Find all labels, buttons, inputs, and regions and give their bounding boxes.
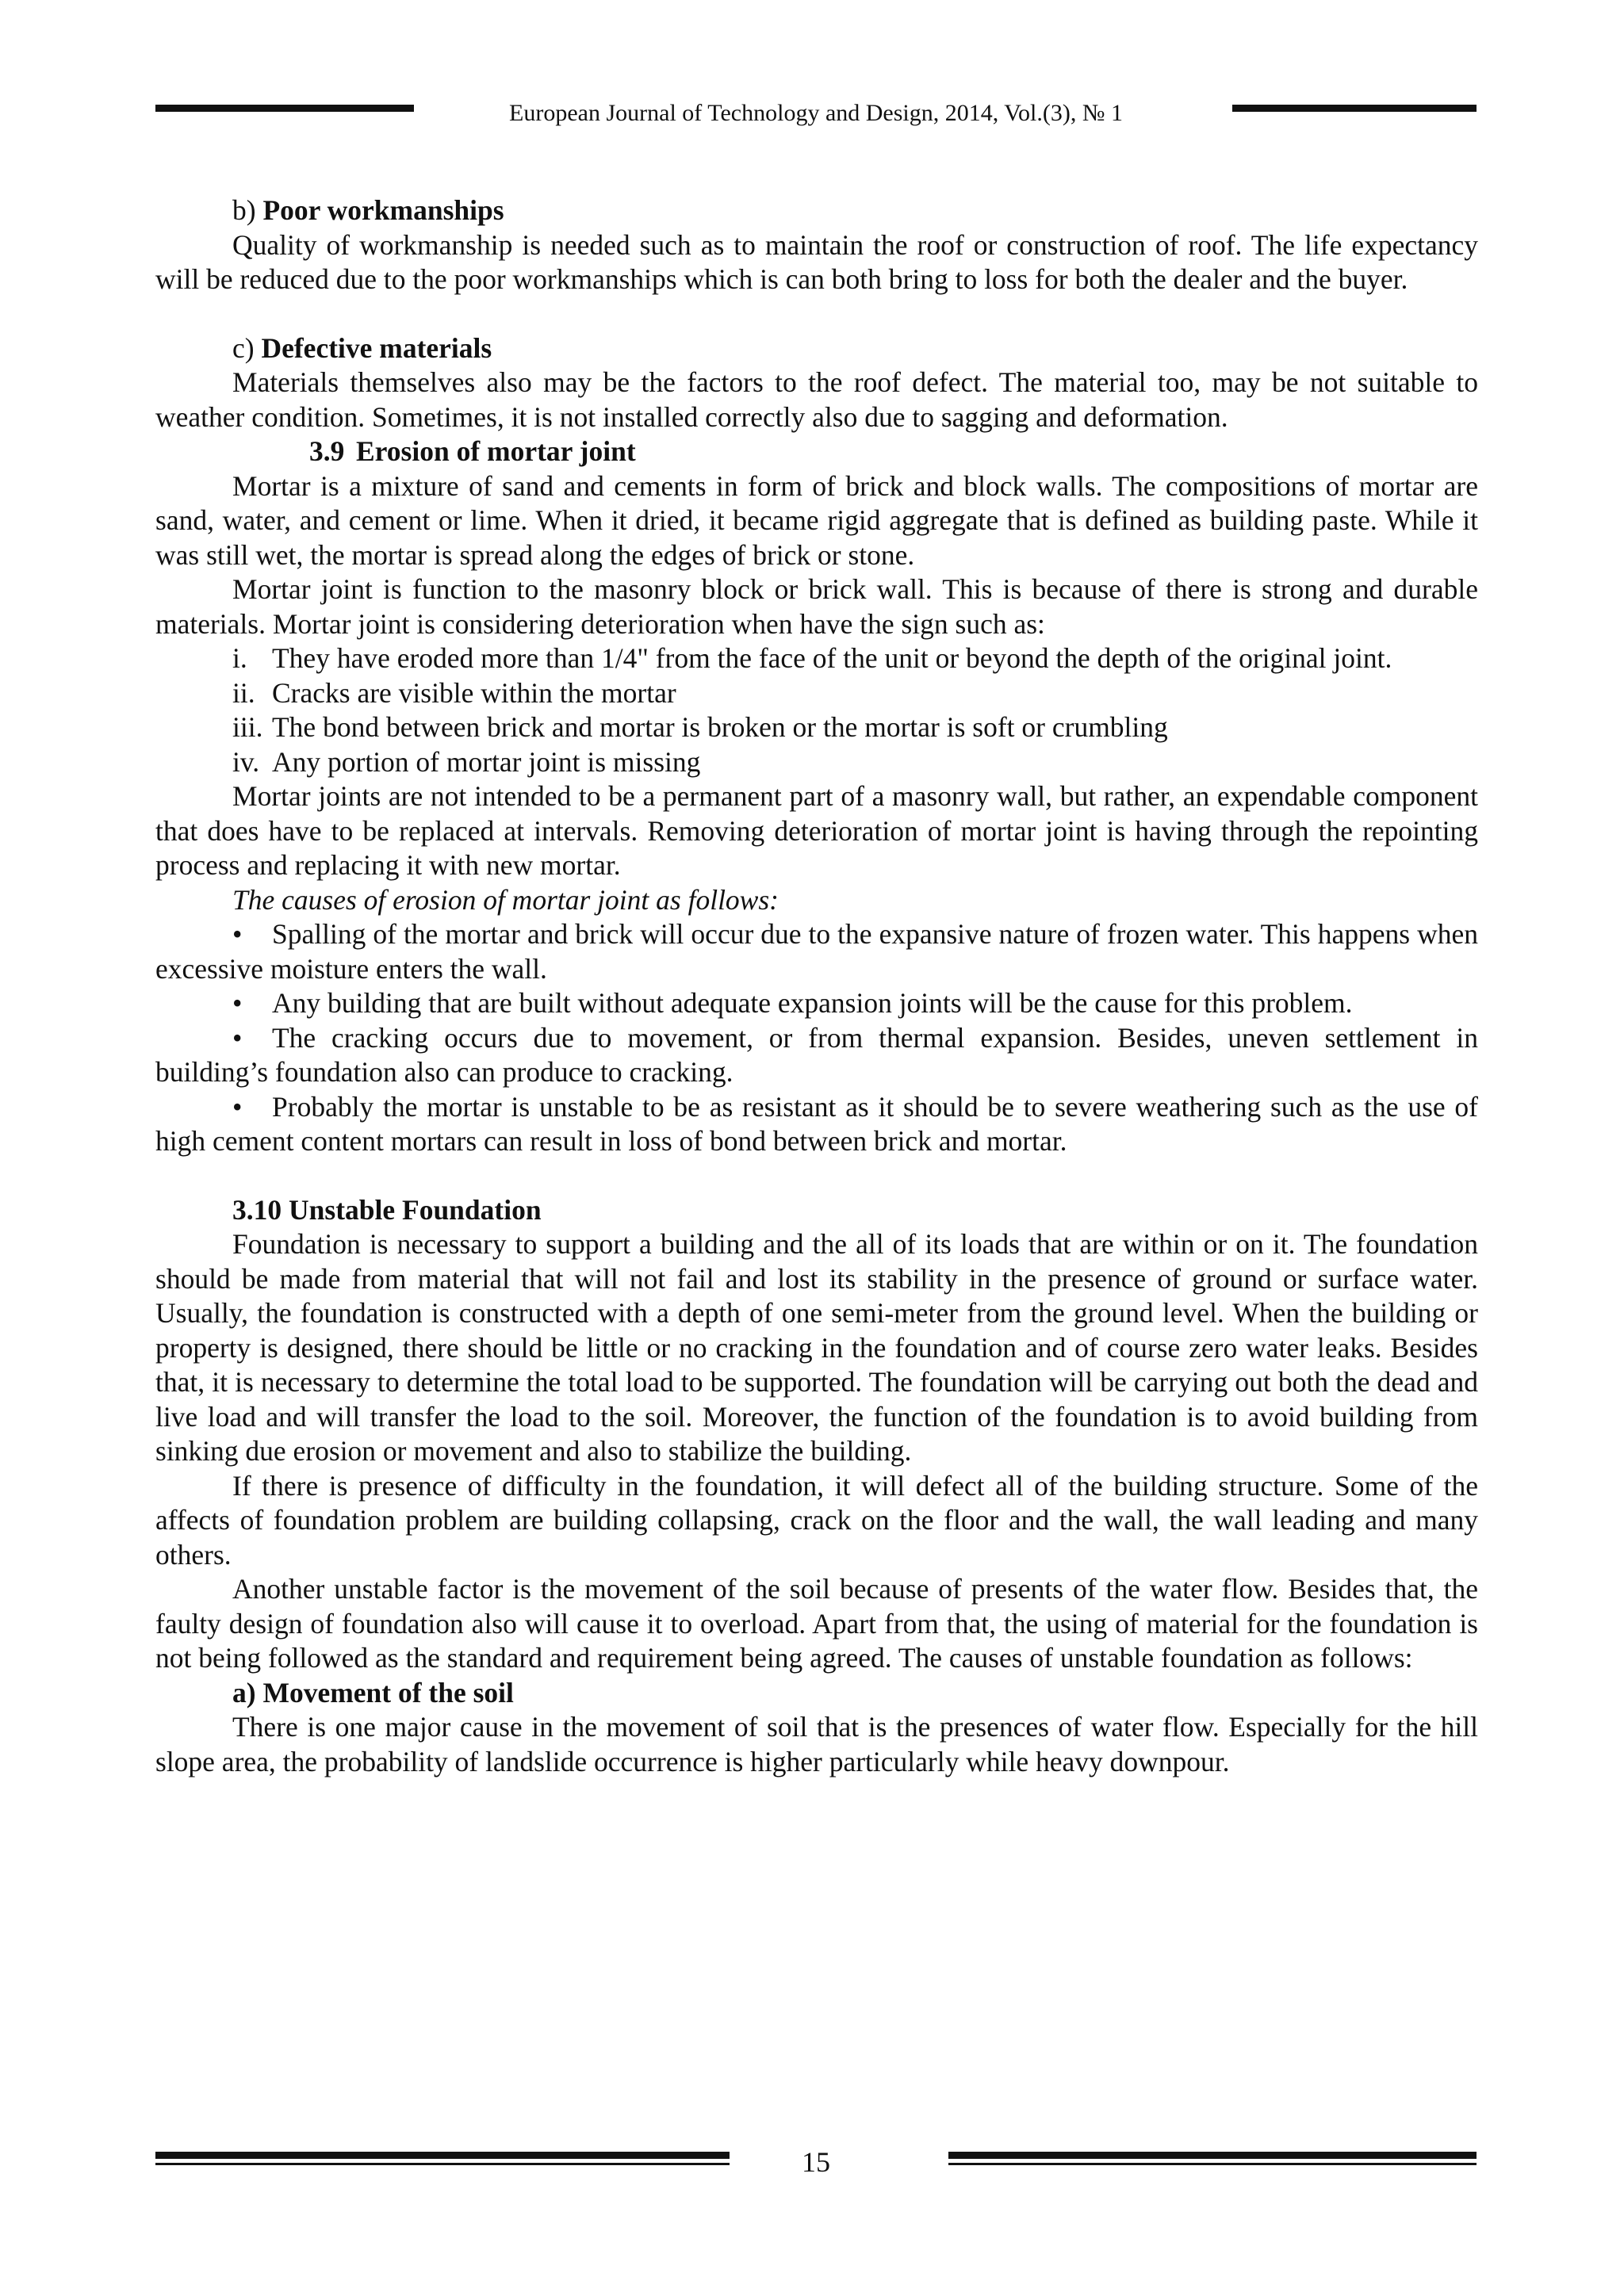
- bullet-item: • Spalling of the mortar and brick will occur due to the expansive nature of frozen water. This happens when excessive moisture enters the wall.: [155, 918, 1478, 985]
- paragraph: There is one major cause in the movement of soil that is the presences of water flow. Especially for the hill slope area, the probability of landslide occurrence is higher particularly while heavy downpour.: [155, 1711, 1478, 1777]
- paragraph: Quality of workmanship is needed such as to maintain the roof or construction of roof. The life expectancy will be reduced due to the poor workmanships which is can both bring to loss for both the dealer and the buyer.: [155, 228, 1478, 295]
- page-number: 15: [802, 2146, 830, 2178]
- page-footer: [155, 2145, 1477, 2177]
- bullet-item: • Any building that are built without adequate expansion joints will be the cause for this problem.: [155, 986, 1478, 1021]
- header-rule-right: [1232, 105, 1477, 112]
- bullet-item: • Probably the mortar is unstable to be as resistant as it should be to severe weathering such as the use of high cement content mortars can result in loss of bond between brick and mortar.: [155, 1090, 1478, 1157]
- journal-title: European Journal of Technology and Design, 2014, Vol.(3), № 1: [509, 100, 1123, 126]
- causes-intro: The causes of erosion of mortar joint as follows:: [232, 883, 779, 916]
- subsection-heading-c: c) Defective materials: [232, 331, 492, 364]
- paragraph: Materials themselves also may be the factors to the roof defect. The material too, may be not suitable to weather condition. Sometimes, it is not installed correctly also due to sagging and deformation.: [155, 366, 1478, 433]
- bullet-icon: •: [232, 987, 243, 1019]
- page-body: [155, 193, 1478, 1779]
- list-item: iii. The bond between brick and mortar is broken or the mortar is soft or crumbling: [232, 711, 1168, 743]
- section-heading-3-10: 3.10 Unstable Foundation: [232, 1193, 542, 1226]
- paragraph: Another unstable factor is the movement of the soil because of presents of the water flow. Besides that, the faulty design of foundation also will cause it to overload. Apart from that, the using of material for the foundation is not being followed as the standard and requirement being agreed. The causes of unstable foundation as follows:: [155, 1573, 1478, 1674]
- bullet-item: • The cracking occurs due to movement, or from thermal expansion. Besides, uneven settlement in building’s foundation also can produce to cracking.: [155, 1021, 1478, 1088]
- bullet-icon: •: [232, 918, 243, 950]
- footer-rule-right: [948, 2152, 1477, 2165]
- list-item: iv. Any portion of mortar joint is missing: [232, 745, 701, 778]
- bullet-icon: •: [232, 1021, 243, 1054]
- subsection-heading-a: a) Movement of the soil: [232, 1676, 514, 1709]
- section-heading-3-9: 3.9 Erosion of mortar joint: [309, 435, 636, 467]
- paragraph: Foundation is necessary to support a building and the all of its loads that are within or on it. The foundation should be made from material that will not fail and lost its stability in the presence of ground or surface water. Usually, the foundation is constructed with a depth of one semi-meter from the ground level. When the building or property is designed, there should be little or no cracking in the foundation and of course zero water leaks. Besides that, it is necessary to determine the total load to be supported. The foundation will be carrying out both the dead and live load and will transfer the load to the soil. Moreover, the function of the foundation is to avoid building from sinking due erosion or movement and also to stabilize the building.: [155, 1228, 1478, 1467]
- paragraph: Mortar joint is function to the masonry block or brick wall. This is because of there is strong and durable materials. Mortar joint is considering deterioration when have the sign such as:: [155, 573, 1478, 640]
- paragraph: Mortar joints are not intended to be a permanent part of a masonry wall, but rather, an expendable component that does have to be replaced at intervals. Removing deterioration of mortar joint is having through the repointing process and replacing it with new mortar.: [155, 780, 1478, 881]
- list-item: i. They have eroded more than 1/4" from the face of the unit or beyond the depth of the original joint.: [232, 642, 1392, 674]
- subsection-heading-b: b) Poor workmanships: [232, 194, 504, 226]
- page-header: [155, 94, 1477, 133]
- paragraph: If there is presence of difficulty in the foundation, it will defect all of the building structure. Some of the affects of foundation problem are building collapsing, crack on the floor and the wall, the wall leading and many others.: [155, 1469, 1478, 1571]
- paragraph: Mortar is a mixture of sand and cements in form of brick and block walls. The compositions of mortar are sand, water, and cement or lime. When it dried, it became rigid aggregate that is defined as building paste. While it was still wet, the mortar is spread along the edges of brick or stone.: [155, 469, 1478, 571]
- list-item: ii. Cracks are visible within the mortar: [232, 676, 676, 709]
- bullet-icon: •: [232, 1090, 243, 1123]
